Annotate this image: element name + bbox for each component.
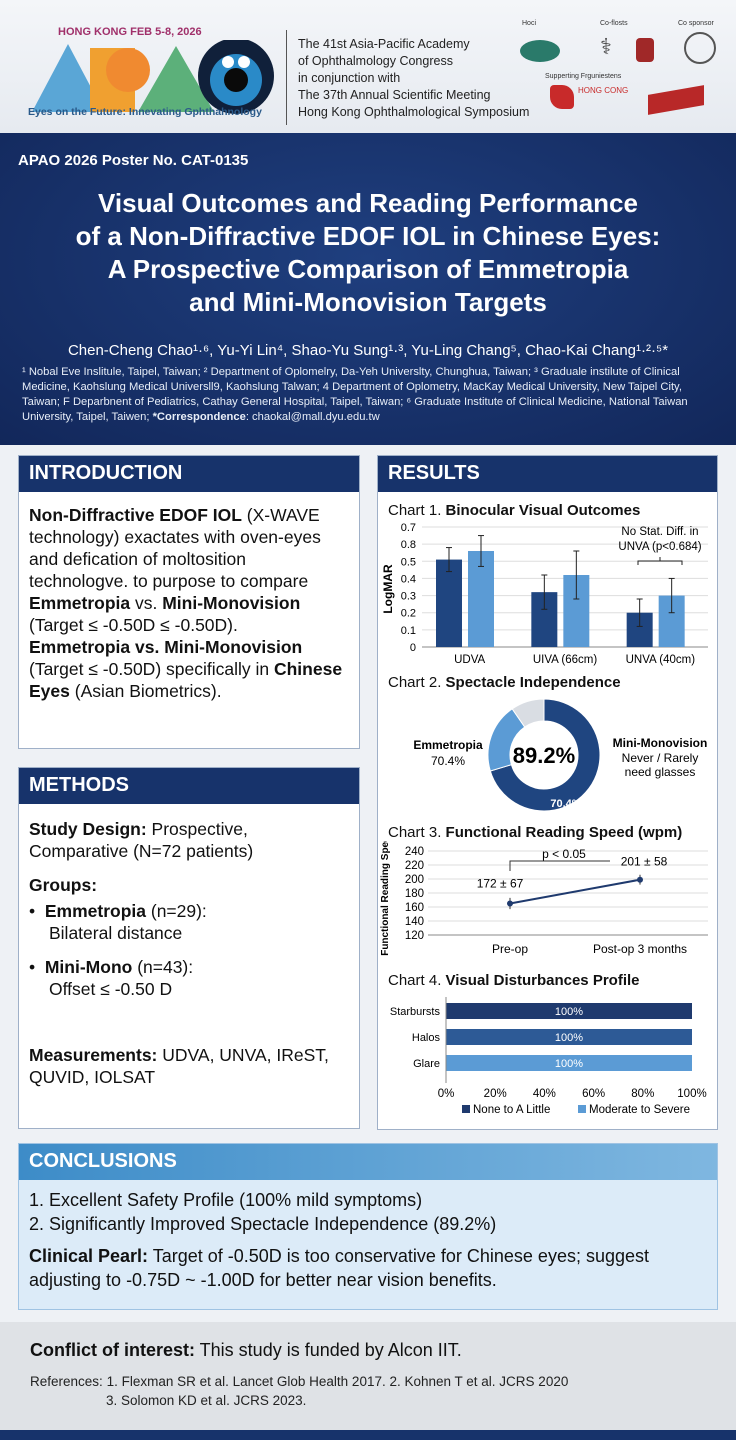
y-tick-label: 0.3: [400, 590, 416, 603]
group-item: • Emmetropia (n=29): Bilateral distance: [29, 901, 207, 943]
conclusions-body: [19, 1180, 717, 1300]
t: Conflict of interest:: [30, 1340, 195, 1360]
congress-line: The 41st Asia-Pacific Academy: [298, 37, 470, 51]
t: Chinese Eyes: [29, 659, 343, 701]
chart4-title: [388, 972, 717, 989]
t: Target of -0.50D is too conservative for Chinese eyes; suggest adjusting to -0.75D ~ -1.00D for better near vision benefits.: [29, 1246, 649, 1290]
t: (n=43):: [132, 957, 194, 977]
point-label: 172 ± 67: [476, 876, 524, 891]
y-tick-label: 0.4: [400, 573, 416, 586]
correspondence-email: : chaokal@mall.dyu.edu.tw: [245, 411, 380, 423]
y-tick-label: 0.7: [400, 522, 416, 534]
congress-header: [0, 0, 736, 133]
y-tick-label: 220: [404, 860, 424, 872]
t: Emmetropia: [44, 901, 146, 921]
co-host-logo: ⚕: [600, 34, 612, 59]
congress-line: in conjunction with: [298, 71, 401, 85]
t: Measurements:: [29, 1045, 158, 1065]
t: Spectacle Independence: [445, 674, 621, 691]
conclusions-heading: CONCLUSIONS: [19, 1144, 717, 1180]
chart3-title: [388, 824, 717, 841]
reference: 3. Solomon KD et al. JCRS 2023.: [106, 1393, 307, 1408]
legend-swatch: [462, 1105, 470, 1113]
y-tick-label: 240: [404, 846, 424, 858]
host-logo: [520, 40, 560, 62]
footer: [0, 1322, 736, 1440]
tagline: Eyes on the Future: Innevating Gphthahnology: [28, 106, 262, 118]
t: Chart 4.: [388, 972, 446, 989]
y-tick-label: 200: [404, 874, 424, 886]
y-tick-label: Starbursts: [389, 1006, 440, 1018]
t: (Target ≤ -0.50D) specifically in: [29, 659, 274, 679]
measurements: [29, 1044, 349, 1088]
co-sponsor-logo: [684, 32, 716, 64]
y-tick-label: Glare: [413, 1058, 440, 1070]
conclusions-panel: [18, 1143, 718, 1310]
annotation: UNVA (p<0.684): [618, 541, 702, 553]
legend-value: 70.4%: [430, 754, 466, 768]
t: This study is funded by Alcon IIT.: [195, 1340, 462, 1360]
co-sponsor-label: Co sponsor: [678, 20, 714, 27]
annotation: p < 0.05: [542, 847, 586, 861]
results-heading: RESULTS: [378, 456, 717, 492]
y-axis-label: LogMAR: [381, 564, 395, 614]
title-line: and Mini-Monovision Targets: [189, 287, 547, 317]
data-point: [507, 901, 513, 907]
significance-bracket: [510, 861, 610, 871]
chart3-reading-speed: [378, 841, 717, 965]
chart1-title: [388, 502, 717, 519]
x-tick-label: 20%: [483, 1088, 507, 1100]
y-tick-label: 0.1: [400, 624, 416, 637]
t: (Target ≤ -0.50D ≤ -0.50D).: [29, 615, 238, 635]
results-panel: [377, 455, 718, 1130]
y-tick-label: 180: [404, 888, 424, 900]
supporting-label: Supperting Frguniestens: [545, 73, 622, 80]
intro-paragraph: [29, 636, 349, 702]
x-tick-label: UDVA: [454, 654, 486, 666]
poster-number: APAO 2026 Poster No. CAT-0135: [18, 152, 249, 169]
title-line: Visual Outcomes and Reading Performance: [98, 188, 638, 218]
introduction-heading: INTRODUCTION: [19, 456, 359, 492]
congress-line: Hong Kong Ophthalmological Symposium: [298, 105, 530, 119]
affiliations: [22, 365, 722, 425]
intro-paragraph: [29, 504, 349, 636]
legend-text: need glasses: [624, 765, 696, 779]
supporting-logo: [648, 85, 704, 115]
t: (n=29):: [146, 901, 207, 921]
conclusion-item: 1. Excellent Safety Profile (100% mild symptoms): [29, 1190, 423, 1210]
legend-label: None to A Little: [473, 1104, 551, 1115]
legend-label: Mini-Monovision: [612, 736, 708, 750]
y-tick-label: 120: [404, 930, 424, 942]
introduction-panel: [18, 455, 360, 749]
center-label: 89.2%: [512, 743, 576, 768]
study-design: [29, 818, 349, 862]
x-tick-label: Post-op 3 months: [592, 942, 688, 956]
x-tick-label: Pre-op: [491, 942, 529, 956]
t: (X-WAVE technology) exactates with oven-eyes and defication of moltosition technologve. to purpose to compare: [29, 505, 321, 591]
bottom-bar: [0, 1430, 736, 1440]
correspondence-label: *Correspondence: [152, 411, 246, 423]
t: Visual Disturbances Profile: [445, 972, 640, 989]
t: (Asian Biometrics).: [69, 681, 222, 701]
introduction-body: [19, 492, 359, 712]
t: Non-Diffractive EDOF IOL: [29, 505, 242, 525]
y-tick-label: 0.2: [400, 607, 416, 620]
event-date: HONG KONG FEB 5-8, 2026: [58, 26, 202, 38]
group-item: • Mini-Mono (n=43): Offset ≤ -0.50 D: [29, 957, 194, 999]
slice-label: 70.4%: [550, 798, 582, 810]
t: vs.: [130, 593, 163, 613]
t: Emmetropia vs. Mini-Monovision: [29, 637, 303, 657]
groups-label: Groups:: [29, 875, 98, 895]
congress-line: of Ophthalmology Congress: [298, 54, 453, 68]
t: References:: [30, 1374, 103, 1389]
divider: [286, 30, 287, 125]
apao-logo: [28, 24, 278, 124]
t: Study Design:: [29, 819, 147, 839]
y-tick-label: 0: [409, 642, 416, 654]
authors: Chen-Cheng Chao¹·⁶, Yu-Yi Lin⁴, Shao-Yu Sung¹·³, Yu-Ling Chang⁵, Chao-Kai Chang¹·²·⁵*: [67, 342, 669, 359]
legend-swatch: [578, 1105, 586, 1113]
x-tick-label: 0%: [437, 1088, 455, 1100]
x-tick-label: UNVA (40cm): [625, 654, 696, 666]
bar-value-label: 100%: [554, 1006, 584, 1018]
point-label: 201 ± 58: [620, 854, 668, 869]
y-tick-label: 0.8: [400, 539, 416, 552]
hk-logo: [550, 85, 574, 109]
title-band: [0, 133, 736, 445]
x-tick-label: 40%: [532, 1088, 556, 1100]
reference: 1. Flexman SR et al. Lancet Glob Health 2017. 2. Kohnen T et al. JCRS 2020: [106, 1374, 569, 1389]
clinical-pearl: [29, 1244, 707, 1292]
y-tick-label: 160: [404, 902, 424, 914]
legend-label: Moderate to Severe: [589, 1104, 691, 1115]
bar-value-label: 100%: [554, 1058, 584, 1070]
conflict-of-interest: [30, 1340, 462, 1361]
data-point: [637, 877, 643, 883]
t: UDVA, UNVA, IReST, QUVID, IOLSAT: [29, 1045, 329, 1087]
chart4-visual-disturbances: [378, 989, 717, 1115]
co-hosts-label: Co-flosts: [600, 20, 628, 27]
congress-name: [298, 36, 529, 121]
t: Prospective, Comparative (N=72 patients): [29, 819, 254, 861]
bar: [436, 560, 462, 647]
chart2-title: [388, 674, 717, 691]
t: Clinical Pearl:: [29, 1246, 149, 1266]
chart1-binocular-outcomes: [378, 519, 717, 667]
co-host-logo: [636, 38, 654, 62]
x-tick-label: UIVA (66cm): [532, 654, 598, 666]
methods-heading: METHODS: [19, 768, 359, 804]
t: Chart 2.: [388, 674, 446, 691]
bar-value-label: 100%: [554, 1032, 584, 1044]
significance-bracket: [638, 557, 682, 565]
t: Emmetropia: [29, 593, 131, 613]
hk-logo-text: HONG CONG: [578, 86, 629, 95]
y-tick-label: 140: [404, 916, 424, 928]
t: Mini-Mono: [44, 957, 133, 977]
x-tick-label: 100%: [677, 1088, 707, 1100]
t: Chart 3.: [388, 824, 446, 841]
x-tick-label: 60%: [582, 1088, 606, 1100]
references: [30, 1372, 568, 1410]
title-line: A Prospective Comparison of Emmetropia: [107, 254, 629, 284]
congress-line: The 37th Annual Scientific Meeting: [298, 88, 491, 102]
t: Offset ≤ -0.50 D: [49, 979, 173, 999]
poster-title: [0, 187, 736, 319]
host-label: Hoci: [522, 20, 537, 27]
x-tick-label: 80%: [631, 1088, 655, 1100]
y-tick-label: 0.5: [400, 556, 416, 569]
t: Binocular Visual Outcomes: [445, 502, 641, 519]
conclusion-item: 2. Significantly Improved Spectacle Independence (89.2%): [29, 1214, 497, 1234]
chart2-spectacle-independence: [378, 691, 717, 815]
legend-label: Emmetropia: [413, 738, 483, 752]
y-tick-label: Halos: [411, 1032, 440, 1044]
series-line: [510, 880, 640, 904]
legend-text: Never / Rarely: [621, 751, 699, 765]
t: Chart 1.: [388, 502, 446, 519]
title-line: of a Non-Diffractive EDOF IOL in Chinese Eyes:: [75, 221, 661, 251]
t: Bilateral distance: [49, 923, 183, 943]
y-axis-label: Functional Reading Speed: [380, 841, 391, 956]
methods-panel: [18, 767, 360, 1129]
t: Mini-Monovision: [162, 593, 301, 613]
annotation: No Stat. Diff. in: [621, 526, 699, 538]
methods-body: [19, 804, 359, 1098]
affiliation-text: ¹ Nobal Eve Inslitule, Taipel, Taiwan; ² Department of Oplomelry, Da-Yeh Universlty, Chunghua, Taiwan; ³ Graduale instilute of Clinical Medicine, Kaohslung Medical Universll9, Kaohslung Talwan; 4 Department of Oplometry, MacKay Medical University, New Taipel City, Taiwan; F Deparbnent of Pediatrics, Cathay General Hospital, Taipel, Taiwan; ⁶ Graduate Institute of Clinical Medicine, National Taiwan University, Taipel, Taiwen;: [22, 366, 688, 423]
t: Functional Reading Speed (wpm): [445, 824, 683, 841]
